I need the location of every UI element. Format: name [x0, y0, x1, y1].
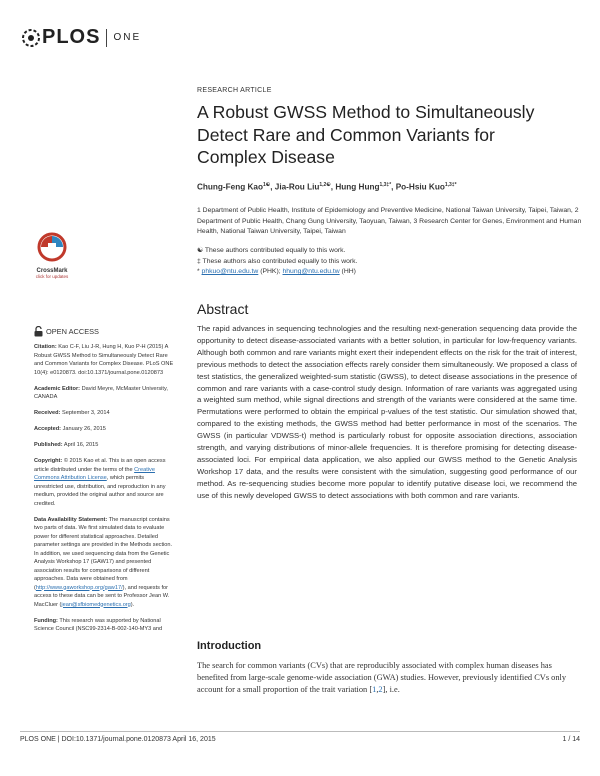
intro-tail: , i.e.: [385, 685, 400, 694]
accepted-label: Accepted:: [34, 426, 62, 432]
received-block: [34, 409, 174, 418]
published-date: April 16, 2015: [62, 442, 99, 448]
data-availability-text-2: ), and requests for access to these data can be sent to Professor Jean W. MacCluer (: [34, 584, 170, 608]
funding-block: [34, 617, 174, 634]
crossmark-sublabel: click for updates: [35, 274, 69, 279]
article-sidebar: [34, 343, 174, 641]
affiliation: 2 Department of Public Health, Chang Gung University, Taoyuan, Taiwan,: [197, 207, 579, 225]
journal-name: ONE: [113, 32, 142, 43]
citation-link[interactable]: 1: [372, 685, 377, 694]
crossmark-badge[interactable]: [32, 232, 72, 279]
funding-text: This research was supported by National Science Council (NSC99-2314-B-002-140-MY3 and: [34, 617, 163, 632]
introduction-text: The search for common variants (CVs) that are reproducibly associated with complex human diseases has benefited from large-scale genome-wide association (GWA) studies. However, previously identified CVs only account for a small proportion of the trait variation [1,2], i.e.: [197, 661, 567, 694]
journal-logo[interactable]: [20, 26, 141, 49]
abstract-text: The rapid advances in sequencing technologies and the resulting next-generation sequencing data provide the opportunity to detect disease-associated variants with a better solution, in particular for low-frequency variants. Although both common and rare variants might exert their independent effects on the risk for the trait of interest, previous methods to detect the association effects rarely consider them simultaneously. We proposed a class of test statistics, the generalized weighted-sum statistic (GWSS), to detect disease associations in the presence of common and rare variants with a case-control study design. Information of rare variants was aggregated using a weighted sum method, while signal directions and strength of the variants were considered at the same time. Permutations were performed to obtain the empirical p-values of the test statistic. Our simulation showed that, compared to the existing methods, the GWSS method had better performance in most of the scenarios. The GWSS (in particular VDWSS-t) method is particularly robust for opposite association directions, association strength, and varying distributions of minor-allele frequencies. It is therefore promising for detecting disease-associated loci. For empirical data application, we also applied our GWSS method to the Genetic Analysis Workshop 17 data, and the results were consistent with the simulation, suggesting good performance of our method. As re-sequencing studies become more popular to identify putative disease loci, we recommend the use of this newly developed GWSS to detect associations with both common and rare variants.: [197, 324, 577, 500]
crossmark-icon: [37, 232, 67, 262]
author-affiliation-mark: 1,3‡*: [444, 182, 457, 188]
accepted-date: January 26, 2015: [61, 426, 106, 432]
published-label: Published:: [34, 442, 63, 448]
gaw17-link[interactable]: http://www.gaworkshop.org/gaw17/: [35, 584, 123, 591]
data-availability-block: [34, 516, 174, 610]
equal-contribution-note: ☯ These authors contributed equally to this work.: [197, 247, 346, 254]
received-date: September 3, 2014: [60, 410, 110, 416]
article-category: RESEARCH ARTICLE: [197, 87, 272, 94]
citation-block: [34, 343, 174, 377]
editor-text: David Meyre, McMaster University, CANADA: [34, 385, 168, 400]
logo-text: PLOS: [42, 26, 101, 48]
page-number: 1 / 14: [562, 736, 580, 743]
corresponding-emails: [197, 267, 582, 278]
affiliation: 1 Department of Public Health, Institute of Epidemiology and Preventive Medicine, National Taiwan University, Taipei, Taiwan,: [197, 207, 573, 214]
editor-block: [34, 385, 174, 402]
equal-contribution-note-2: ‡ These authors also contributed equally to this work.: [197, 257, 358, 265]
footer-citation: PLOS ONE | DOI:10.1371/journal.pone.0120873 April 16, 2015: [20, 736, 216, 743]
received-label: Received:: [34, 410, 61, 416]
accepted-block: [34, 425, 174, 434]
data-availability-label: Data Availability Statement:: [34, 516, 108, 523]
author-affiliation-mark: 1,3‡*: [379, 182, 392, 188]
logo-divider: [106, 29, 107, 47]
data-availability-text-3: ).: [130, 601, 135, 608]
plos-logo-icon: [20, 27, 42, 49]
author-name: Chung-Feng Kao: [197, 182, 263, 192]
email-owner: (PHK);: [258, 268, 283, 275]
crossmark-label: CrossMark: [36, 268, 68, 274]
editor-label: Academic Editor:: [34, 385, 81, 392]
open-access-label: OPEN ACCESS: [46, 327, 99, 336]
asterisk: *: [197, 268, 202, 275]
citation-text: Kao C-F, Liu J-R, Hung H, Kuo P-H (2015) A Robust GWSS Method to Simultaneously Detect Rare and Common Variants for Complex Disease. PLoS ONE 10(4): e0120873. doi:10.1371/journal.pone.0120873: [34, 344, 174, 376]
author-name: Jia-Rou Liu: [274, 182, 320, 192]
author-affiliation-mark: 1,2☯: [319, 182, 331, 188]
data-availability-text: The manuscript contains two parts of data. We first simulated data to evaluate power for different statistical approaches. Detailed parameter settings are provided in the Methods section. In addition, we used sequencing data from the Genetic Analysis Workshop 17 (GAW17) and presented association results for comparisons of different approaches. Data were obtained from (: [34, 516, 173, 591]
funding-label: Funding:: [34, 617, 58, 624]
copyright-block: [34, 457, 174, 508]
introduction-heading: Introduction: [197, 640, 262, 652]
citation-link[interactable]: 2: [378, 685, 383, 694]
abstract-heading: Abstract: [197, 301, 249, 317]
copyright-text: © 2015 Kao et al. This is an open access article distributed under the terms of the: [34, 458, 166, 473]
author-list: Chung-Feng Kao$^{1☯}$, Jia-Rou Liu$^{1,2☯}$, Hung Hung$^{1,3\ddagger*}$, Po-Hsiu Kuo$^{1,3\ddagger*}$: [197, 182, 457, 192]
email-link-hhung[interactable]: hhung@ntu.edu.tw: [282, 268, 340, 275]
author-affiliation-mark: 1☯: [262, 182, 271, 188]
email-owner: (HH): [339, 268, 356, 275]
article-title: A Robust GWSS Method to Simultaneously Detect Rare and Common Variants for Complex Disease: [197, 102, 535, 167]
affiliation: 3 Research Center for Genes, Environment and Human Health, National Taiwan University, Taipei, Taiwan: [197, 217, 582, 235]
author-name: Hung Hung: [335, 182, 380, 192]
copyright-label: Copyright:: [34, 458, 63, 464]
affiliations: [197, 206, 582, 238]
email-link-phkuo[interactable]: phkuo@ntu.edu.tw: [201, 268, 259, 275]
citation-label: Citation:: [34, 344, 57, 350]
contact-email-link[interactable]: jean@sfbiomedgenetics.org: [61, 601, 131, 608]
open-lock-icon: [34, 326, 43, 337]
copyright-text-2: , which permits unrestricted use, distribution, and reproduction in any medium, provided the original author and source are credited.: [34, 475, 166, 507]
published-block: [34, 441, 174, 450]
license-link[interactable]: Creative Commons Attribution License: [34, 466, 155, 481]
open-access-badge: [34, 326, 99, 337]
author-name: Po-Hsiu Kuo: [395, 182, 445, 192]
author-notes: [197, 246, 582, 278]
footer-rule: [20, 731, 580, 732]
intro-body: The search for common variants (CVs) that are reproducibly associated with complex human diseases has benefited from large-scale genome-wide association (GWA) studies. However, previously identified CVs only account for a small proportion of the trait variation: [197, 661, 567, 694]
